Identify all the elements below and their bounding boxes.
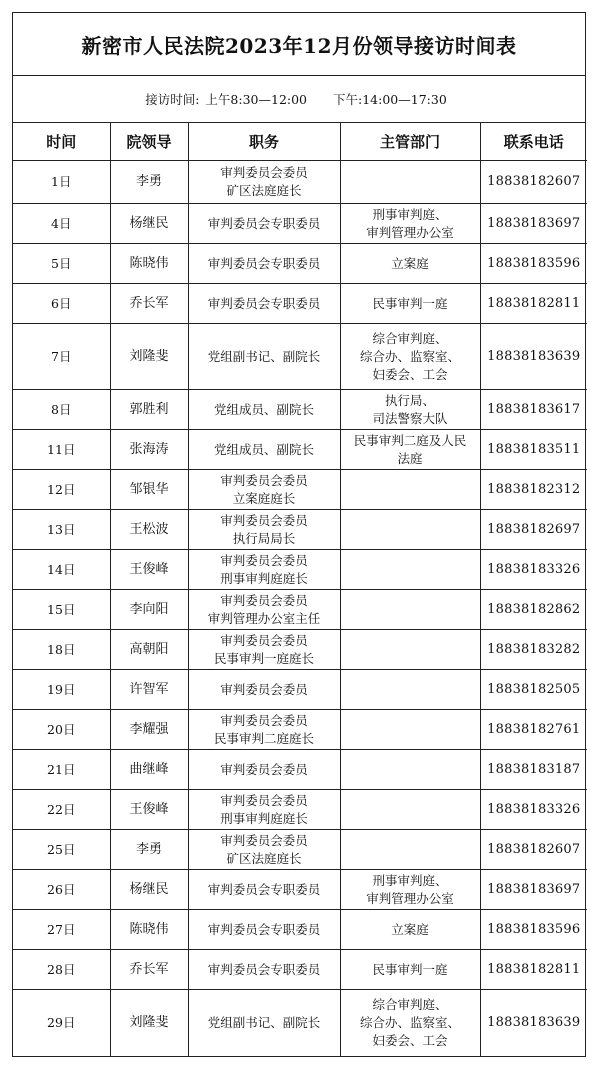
department-line: 执行局、 — [384, 392, 435, 408]
position-line: 审判委员会专职委员 — [207, 215, 321, 231]
cell-position — [188, 990, 340, 1056]
cell-leader: 张海涛 — [110, 430, 188, 470]
department-line: 民事审判二庭及人民 — [353, 432, 467, 448]
table-row — [13, 161, 587, 204]
cell-department — [340, 470, 480, 510]
cell-phone: 18838183697 — [480, 870, 587, 910]
table-header-row — [13, 123, 587, 161]
cell-department — [340, 204, 480, 244]
cell-leader: 陈晓伟 — [110, 910, 188, 950]
header-date: 时间 — [13, 123, 110, 161]
cell-phone: 18838182505 — [480, 670, 587, 710]
position-line: 党组成员、副院长 — [213, 441, 314, 457]
table-row — [13, 550, 587, 590]
position-line: 矿区法庭庭长 — [226, 183, 302, 198]
cell-department — [340, 990, 480, 1056]
position-line: 审判委员会专职委员 — [207, 295, 321, 311]
position-line: 矿区法庭庭长 — [226, 850, 302, 866]
cell-date: 19日 — [13, 670, 110, 710]
cell-date: 8日 — [13, 390, 110, 430]
cell-department — [340, 510, 480, 550]
cell-position — [188, 750, 340, 790]
department-line: 刑事审判庭、 — [372, 872, 448, 888]
cell-leader: 李耀强 — [110, 710, 188, 750]
cell-position — [188, 204, 340, 244]
cell-position — [188, 161, 340, 204]
hours-morning: 上午8:30—12:00 — [205, 92, 308, 107]
table-row — [13, 790, 587, 830]
cell-leader: 郭胜利 — [110, 390, 188, 430]
position-line: 审判委员会专职委员 — [207, 255, 321, 271]
cell-leader: 王俊峰 — [110, 790, 188, 830]
position-line: 民事审判二庭庭长 — [213, 730, 314, 746]
cell-position — [188, 510, 340, 550]
department-line: 民事审判一庭 — [372, 961, 448, 977]
cell-position — [188, 590, 340, 630]
cell-leader: 陈晓伟 — [110, 244, 188, 284]
cell-department — [340, 710, 480, 750]
hours-afternoon: 下午:14:00—17:30 — [333, 92, 447, 107]
cell-department — [340, 870, 480, 910]
table-row — [13, 430, 587, 470]
department-line: 妇委会、工会 — [372, 1032, 448, 1048]
table-row — [13, 670, 587, 710]
table-row — [13, 284, 587, 324]
department-line: 立案庭 — [391, 921, 429, 937]
cell-department — [340, 830, 480, 870]
position-line: 审判委员会委员 — [220, 761, 308, 777]
cell-position — [188, 630, 340, 670]
position-line: 审判委员会委员 — [220, 712, 308, 728]
reception-hours — [13, 76, 585, 123]
cell-phone: 18838182697 — [480, 510, 587, 550]
cell-leader: 曲继峰 — [110, 750, 188, 790]
cell-date: 26日 — [13, 870, 110, 910]
department-line: 综合办、监察室、 — [359, 348, 460, 364]
table-row — [13, 390, 587, 430]
department-line: 审判管理办公室 — [366, 890, 454, 906]
cell-date: 4日 — [13, 204, 110, 244]
cell-position — [188, 710, 340, 750]
cell-department — [340, 590, 480, 630]
department-line: 法庭 — [397, 450, 423, 466]
cell-date: 18日 — [13, 630, 110, 670]
cell-department — [340, 750, 480, 790]
cell-leader: 高朝阳 — [110, 630, 188, 670]
position-line: 审判委员会委员 — [220, 681, 308, 697]
cell-date: 28日 — [13, 950, 110, 990]
position-line: 审判委员会委员 — [220, 165, 308, 180]
cell-date: 25日 — [13, 830, 110, 870]
cell-position — [188, 390, 340, 430]
cell-phone: 18838182607 — [480, 830, 587, 870]
department-line: 司法警察大队 — [372, 410, 448, 426]
position-line: 审判委员会委员 — [220, 472, 308, 488]
cell-phone: 18838183326 — [480, 550, 587, 590]
cell-position — [188, 670, 340, 710]
position-line: 刑事审判庭庭长 — [220, 570, 308, 586]
cell-position — [188, 284, 340, 324]
cell-phone: 18838182607 — [480, 161, 587, 204]
cell-department — [340, 324, 480, 390]
position-line: 审判委员会委员 — [220, 792, 308, 808]
department-line: 立案庭 — [391, 255, 429, 271]
cell-phone: 18838183282 — [480, 630, 587, 670]
position-line: 审判委员会专职委员 — [207, 881, 321, 897]
cell-leader: 乔长军 — [110, 950, 188, 990]
cell-leader: 王松波 — [110, 510, 188, 550]
cell-date: 6日 — [13, 284, 110, 324]
header-leader: 院领导 — [110, 123, 188, 161]
table-row — [13, 630, 587, 670]
cell-date: 11日 — [13, 430, 110, 470]
department-line: 妇委会、工会 — [372, 366, 448, 382]
position-line: 党组成员、副院长 — [213, 401, 314, 417]
cell-position — [188, 870, 340, 910]
cell-date: 20日 — [13, 710, 110, 750]
cell-phone: 18838182312 — [480, 470, 587, 510]
position-line: 立案庭庭长 — [232, 490, 296, 506]
schedule-sheet — [12, 12, 586, 1057]
position-line: 刑事审判庭庭长 — [220, 810, 308, 826]
cell-leader: 刘隆斐 — [110, 990, 188, 1056]
position-line: 执行局局长 — [232, 530, 296, 546]
cell-phone: 18838183639 — [480, 990, 587, 1056]
cell-phone: 18838182811 — [480, 284, 587, 324]
cell-department — [340, 790, 480, 830]
header-department: 主管部门 — [340, 123, 480, 161]
cell-department — [340, 284, 480, 324]
hours-label: 接访时间: — [145, 92, 200, 107]
cell-phone: 18838183697 — [480, 204, 587, 244]
cell-department — [340, 910, 480, 950]
cell-phone: 18838183187 — [480, 750, 587, 790]
table-row — [13, 204, 587, 244]
cell-date: 14日 — [13, 550, 110, 590]
cell-leader: 王俊峰 — [110, 550, 188, 590]
table-row — [13, 590, 587, 630]
cell-leader: 杨继民 — [110, 204, 188, 244]
page-title: 新密市人民法院2023年12月份领导接访时间表 — [13, 13, 585, 76]
cell-position — [188, 550, 340, 590]
position-line: 党组副书记、副院长 — [207, 348, 321, 364]
table-row — [13, 710, 587, 750]
position-line: 审判委员会专职委员 — [207, 921, 321, 937]
cell-phone: 18838183596 — [480, 910, 587, 950]
position-line: 民事审判一庭庭长 — [213, 650, 314, 666]
cell-date: 22日 — [13, 790, 110, 830]
cell-date: 7日 — [13, 324, 110, 390]
cell-position — [188, 910, 340, 950]
cell-date: 27日 — [13, 910, 110, 950]
cell-phone: 18838182862 — [480, 590, 587, 630]
cell-position — [188, 830, 340, 870]
table-row — [13, 870, 587, 910]
position-line: 审判委员会委员 — [220, 832, 308, 848]
cell-leader: 刘隆斐 — [110, 324, 188, 390]
cell-date: 15日 — [13, 590, 110, 630]
cell-leader: 许智军 — [110, 670, 188, 710]
table-body — [13, 161, 587, 1056]
department-line: 民事审判一庭 — [372, 295, 448, 311]
cell-phone: 18838182811 — [480, 950, 587, 990]
position-line: 审判委员会委员 — [220, 592, 308, 608]
schedule-table — [13, 123, 587, 1056]
cell-phone: 18838183596 — [480, 244, 587, 284]
cell-leader: 李向阳 — [110, 590, 188, 630]
table-row — [13, 470, 587, 510]
cell-phone: 18838182761 — [480, 710, 587, 750]
cell-position — [188, 324, 340, 390]
cell-leader: 李勇 — [110, 830, 188, 870]
cell-date: 29日 — [13, 990, 110, 1056]
department-line: 综合办、监察室、 — [359, 1014, 460, 1030]
position-line: 党组副书记、副院长 — [207, 1014, 321, 1030]
cell-position — [188, 470, 340, 510]
table-row — [13, 750, 587, 790]
table-row — [13, 830, 587, 870]
position-line: 审判委员会委员 — [220, 552, 308, 568]
cell-department — [340, 550, 480, 590]
cell-phone: 18838183639 — [480, 324, 587, 390]
cell-phone: 18838183326 — [480, 790, 587, 830]
cell-leader: 李勇 — [110, 161, 188, 204]
cell-position — [188, 950, 340, 990]
cell-department — [340, 670, 480, 710]
cell-department — [340, 430, 480, 470]
department-line: 刑事审判庭、 — [372, 206, 448, 222]
table-row — [13, 510, 587, 550]
cell-position — [188, 430, 340, 470]
table-row — [13, 244, 587, 284]
cell-date: 21日 — [13, 750, 110, 790]
cell-department — [340, 950, 480, 990]
cell-phone: 18838183511 — [480, 430, 587, 470]
cell-leader: 杨继民 — [110, 870, 188, 910]
cell-position — [188, 790, 340, 830]
header-phone: 联系电话 — [480, 123, 587, 161]
table-row — [13, 910, 587, 950]
department-line: 综合审判庭、 — [372, 330, 448, 346]
cell-date: 1日 — [13, 161, 110, 204]
cell-date: 5日 — [13, 244, 110, 284]
table-row — [13, 950, 587, 990]
cell-department — [340, 244, 480, 284]
department-line: 审判管理办公室 — [366, 224, 454, 240]
cell-department — [340, 161, 480, 204]
cell-date: 12日 — [13, 470, 110, 510]
position-line: 审判管理办公室主任 — [207, 610, 321, 626]
position-line: 审判委员会委员 — [220, 632, 308, 648]
cell-position — [188, 244, 340, 284]
cell-department — [340, 390, 480, 430]
position-line: 审判委员会专职委员 — [207, 961, 321, 977]
position-line: 审判委员会委员 — [220, 512, 308, 528]
header-position: 职务 — [188, 123, 340, 161]
department-line: 综合审判庭、 — [372, 996, 448, 1012]
cell-leader: 邹银华 — [110, 470, 188, 510]
cell-date: 13日 — [13, 510, 110, 550]
cell-department — [340, 630, 480, 670]
table-row — [13, 990, 587, 1056]
cell-leader: 乔长军 — [110, 284, 188, 324]
table-row — [13, 324, 587, 390]
cell-phone: 18838183617 — [480, 390, 587, 430]
